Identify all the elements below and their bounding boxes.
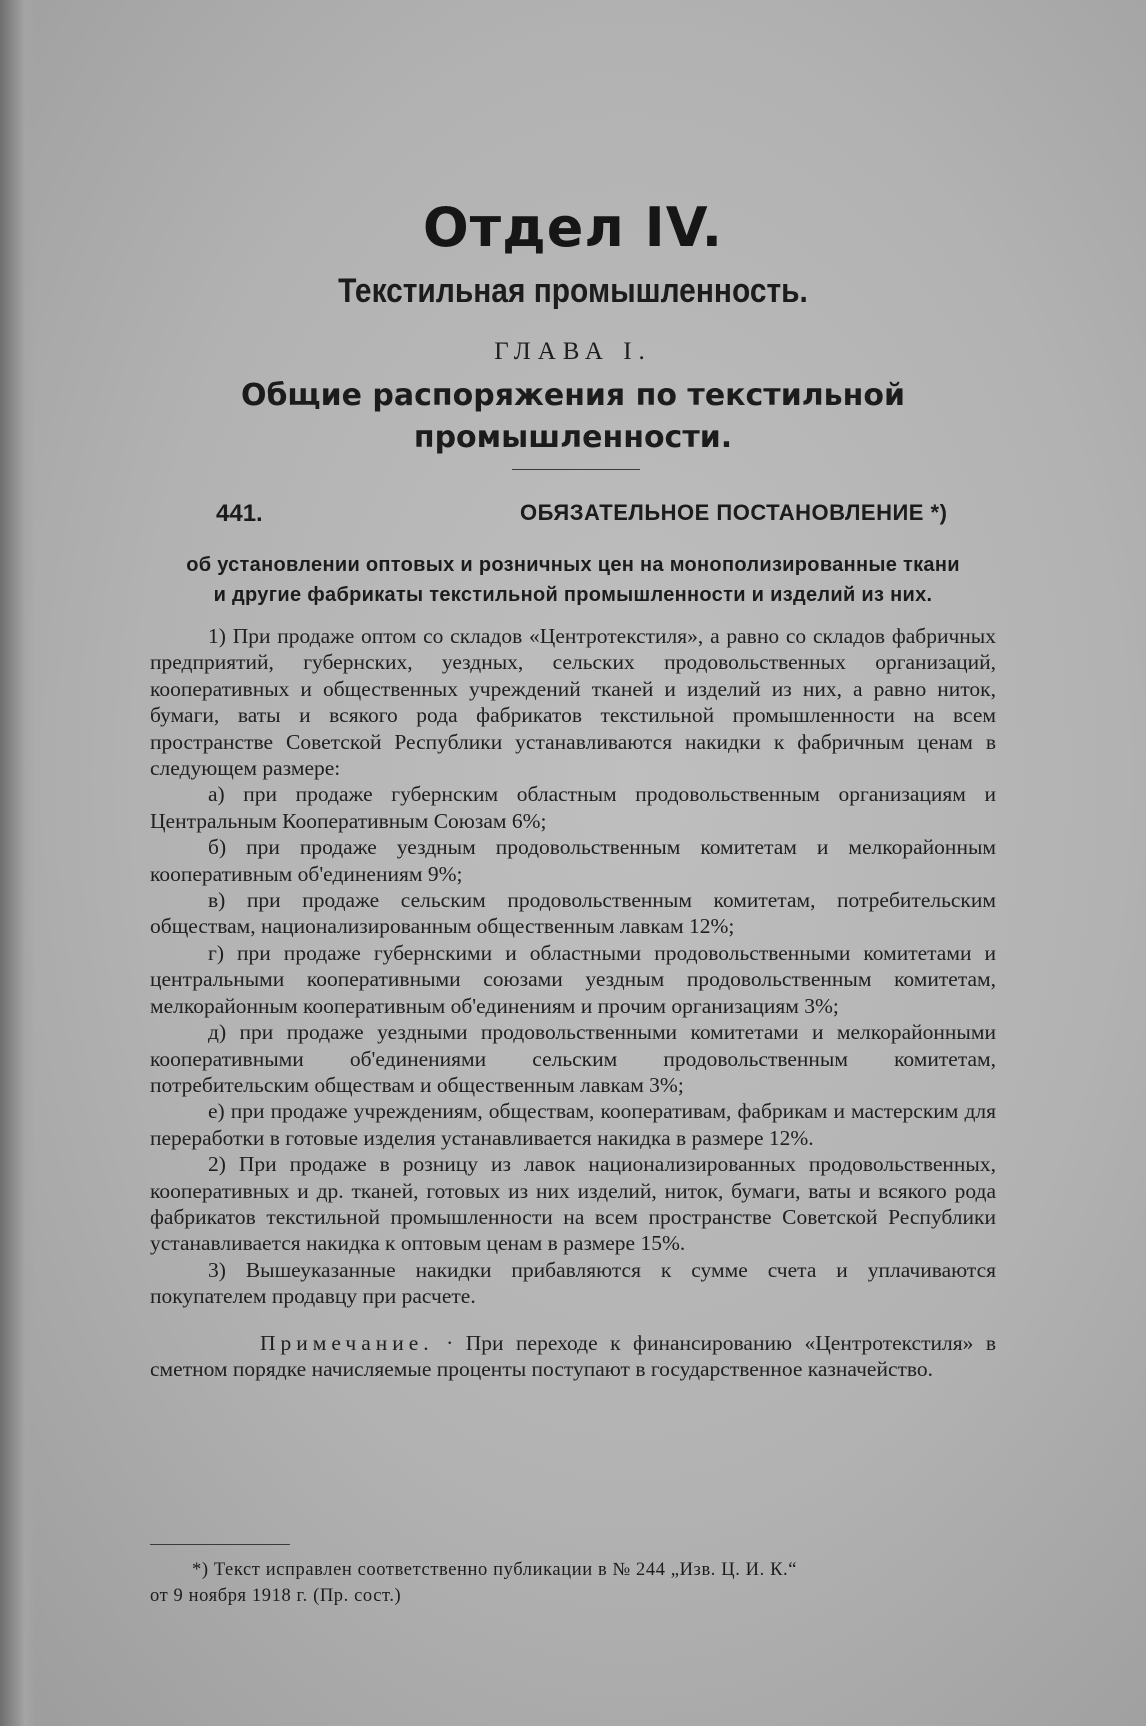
paragraph-3: 3) Вышеуказанные накидки прибавляются к сумме счета и уплачиваются покупателем продавцу при расчете.	[150, 1257, 996, 1309]
footnote	[150, 1557, 996, 1609]
paragraph-1a: а) при продаже губернским областным продовольственным организациям и Центральным Кооперативным Союзам 6%;	[150, 782, 996, 833]
paragraph-1e: д) при продаже уездными продовольственными комитетами и мелкорайонными кооперативными об'единениями сельским продовольственным комитетам, потребительским обществам и общественным лавкам 3%;	[150, 1020, 996, 1097]
decree-subtitle	[150, 550, 996, 610]
chapter-title-line1: Общие распоряжения по текстильной	[240, 378, 906, 413]
section-title: Отдел IV.	[422, 196, 724, 259]
footnote-line2: от 9 ноября 1918 г. (Пр. сост.)	[150, 1586, 402, 1606]
note-label: Примечание.	[260, 1330, 434, 1355]
decree-subtitle-line2: и другие фабрикаты текстильной промышленности и изделий из них.	[213, 584, 933, 606]
note-paragraph	[150, 1330, 996, 1383]
chapter-title	[140, 375, 1006, 459]
decree-number: 441.	[216, 500, 263, 527]
paragraph-1b: б) при продаже уездным продовольственным комитетам и мелкорайонным кооперативным об'единениям 9%;	[150, 835, 996, 886]
paragraph-1: 1) При продаже оптом со складов «Центротекстиля», а равно со складов фабричных предприятий, губернских, уездных, сельских продовольственных организаций, кооперативных и общественных учреждений тканей и изделий из них, а равно ниток, бумаги, ваты и всякого рода фабрикатов текстильной промышленности на всем пространстве Советской Республики устанавливаются накидки к фабричным ценам в следующем размере:	[150, 624, 996, 781]
paragraph-1d: г) при продаже губернскими и областными продовольственными комитетами и центральными кооперативными союзами уездным продовольственным комитетам, мелкорайонным кооперативным об'единениям и прочим организациям 3%;	[150, 940, 996, 1018]
footnote-line1: *) Текст исправлен соответственно публикации в № 244 „Изв. Ц. И. К.“	[192, 1560, 798, 1580]
paragraph-2: 2) При продаже в розницу из лавок национализированных продовольственных, кооперативных и др. тканей, готовых из них изделий, ниток, бумаги, ваты и всякого рода фабрикатов текстильной промышленности на всем пространстве Советской Республики устанавливается накидка к оптовым ценам в размере 15%.	[150, 1152, 996, 1256]
paragraph-1c: в) при продаже сельским продовольственным комитетам, потребительским обществам, национализированным общественным лавкам 12%;	[150, 888, 996, 939]
divider-line	[512, 469, 640, 470]
footnote-rule	[150, 1544, 290, 1545]
page-edge-shadow	[0, 0, 36, 1726]
chapter-label: ГЛАВА I.	[494, 338, 652, 365]
decree-body	[150, 623, 996, 1382]
industry-title: Текстильная промышленность.	[338, 272, 808, 310]
decree-title: ОБЯЗАТЕЛЬНОЕ ПОСТАНОВЛЕНИЕ *)	[520, 500, 948, 525]
decree-subtitle-line1: об установлении оптовых и розничных цен на монополизированные ткани	[186, 554, 960, 576]
chapter-title-line2: промышленности.	[413, 420, 733, 455]
paragraph-1f: е) при продаже учреждениям, обществам, кооперативам, фабрикам и мастерским для переработки в готовые изделия устанавливается накидка в размере 12%.	[150, 1099, 996, 1150]
note-text: · При переходе к финансированию «Центротекстиля» в сметном порядке начисляемые проценты поступают в государственное казначейство.	[150, 1330, 996, 1381]
